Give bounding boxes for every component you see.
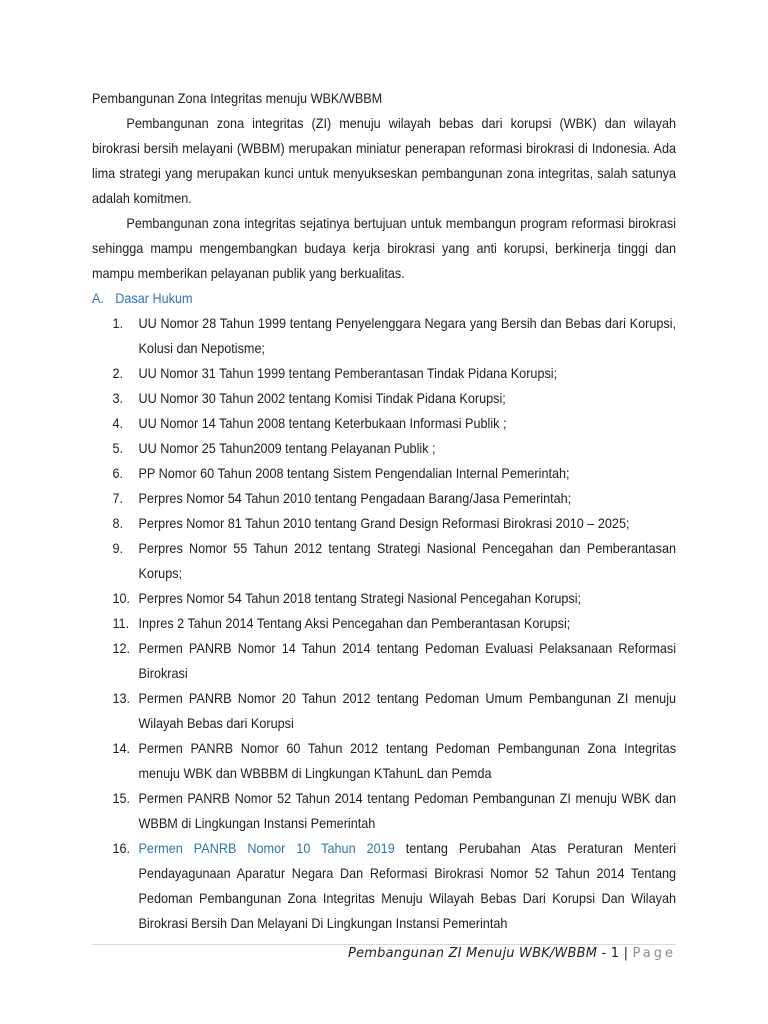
list-item-text: PP Nomor 60 Tahun 2008 tentang Sistem Pengendalian Internal Pemerintah; (138, 466, 570, 481)
list-item (92, 736, 676, 786)
list-item (92, 436, 676, 461)
list-item (92, 786, 676, 836)
list-item (92, 511, 676, 536)
list-item (92, 361, 676, 386)
list-item (92, 536, 676, 586)
list-item-text: UU Nomor 28 Tahun 1999 tentang Penyelenggara Negara yang Bersih dan Bebas dari Korupsi, Kolusi dan Nepotisme; (138, 316, 677, 356)
list-item-text: Permen PANRB Nomor 14 Tahun 2014 tentang Pedoman Evaluasi Pelaksanaan Reformasi Birokrasi (138, 641, 677, 681)
list-item-number: 10. (112, 591, 131, 606)
list-item-text: tentang Perubahan Atas Peraturan Menteri Pendayagunaan Aparatur Negara Dan Reformasi Birokrasi Nomor 52 Tahun 2014 Tentang Pedoman Pembangunan Zona Integritas Menuju Wilayah Bebas Dari Korupsi Dan Wilayah Birokrasi Bersih Dan Melayani Di Lingkungan Instansi Pemerintah (138, 841, 677, 931)
footer-divider (92, 944, 676, 945)
document-title: Pembangunan Zona Integritas menuju WBK/WBBM (92, 91, 383, 106)
page-footer (348, 946, 676, 961)
list-item (92, 686, 676, 736)
list-item-number: 8. (112, 516, 124, 531)
list-item (92, 386, 676, 411)
footer-dash: - (597, 946, 611, 961)
list-item-text: UU Nomor 30 Tahun 2002 tentang Komisi Tindak Pidana Korupsi; (138, 391, 506, 406)
list-item-text: Perpres Nomor 55 Tahun 2012 tentang Strategi Nasional Pencegahan dan Pemberantasan Korups; (138, 541, 677, 581)
regulation-link[interactable]: Permen PANRB Nomor 10 Tahun 2019 (138, 841, 395, 856)
list-item-text: Inpres 2 Tahun 2014 Tentang Aksi Pencegahan dan Pemberantasan Korupsi; (138, 616, 571, 631)
list-item (92, 636, 676, 686)
list-item-number: 5. (112, 441, 124, 456)
list-item-text: UU Nomor 25 Tahun2009 tentang Pelayanan Publik ; (138, 441, 436, 456)
list-item-text: UU Nomor 31 Tahun 1999 tentang Pemberantasan Tindak Pidana Korupsi; (138, 366, 558, 381)
list-item-number: 7. (112, 491, 124, 506)
list-item-number: 11. (112, 616, 130, 631)
list-item-number: 3. (112, 391, 124, 406)
list-item-number: 14. (112, 741, 131, 756)
list-item (92, 311, 676, 361)
list-item-number: 6. (112, 466, 124, 481)
list-item-number: 15. (112, 791, 131, 806)
list-item-number: 16. (112, 841, 131, 856)
list-item-number: 13. (112, 691, 131, 706)
legal-basis-list (92, 311, 676, 936)
list-item (92, 486, 676, 511)
list-item-number: 9. (112, 541, 124, 556)
list-item-number: 4. (112, 416, 124, 431)
section-number: A. (92, 291, 104, 306)
list-item (92, 461, 676, 486)
section-heading-dasar-hukum (92, 286, 676, 311)
list-item-text: Perpres Nomor 54 Tahun 2018 tentang Strategi Nasional Pencegahan Korupsi; (138, 591, 582, 606)
document-body (92, 86, 676, 936)
footer-page-label: Page (632, 946, 676, 961)
intro-paragraph-2: Pembangunan zona integritas sejatinya bertujuan untuk membangun program reformasi birokrasi sehingga mampu mengembangkan budaya kerja birokrasi yang anti korupsi, berkinerja tinggi dan mampu memberikan pelayanan publik yang berkualitas. (92, 216, 677, 281)
list-item (92, 411, 676, 436)
footer-title: Pembangunan ZI Menuju WBK/WBBM (348, 946, 598, 961)
list-item (92, 586, 676, 611)
list-item-text: Perpres Nomor 54 Tahun 2010 tentang Pengadaan Barang/Jasa Pemerintah; (138, 491, 572, 506)
footer-page-number: 1 (610, 946, 620, 961)
list-item-number: 1. (112, 316, 124, 331)
list-item-text: UU Nomor 14 Tahun 2008 tentang Keterbukaan Informasi Publik ; (138, 416, 507, 431)
list-item (92, 611, 676, 636)
list-item (92, 836, 676, 936)
list-item-text: Permen PANRB Nomor 20 Tahun 2012 tentang Pedoman Umum Pembangunan ZI menuju Wilayah Bebas dari Korupsi (138, 691, 677, 731)
list-item-text: Permen PANRB Nomor 60 Tahun 2012 tentang Pedoman Pembangunan Zona Integritas menuju WBK dan WBBBM di Lingkungan KTahunL dan Pemda (138, 741, 677, 781)
list-item-number: 2. (112, 366, 124, 381)
section-title: Dasar Hukum (115, 291, 193, 306)
list-item-text: Perpres Nomor 81 Tahun 2010 tentang Grand Design Reformasi Birokrasi 2010 – 2025; (138, 516, 630, 531)
list-item-text: Permen PANRB Nomor 52 Tahun 2014 tentang Pedoman Pembangunan ZI menuju WBK dan WBBM di Lingkungan Instansi Pemerintah (138, 791, 677, 831)
list-item-number: 12. (112, 641, 131, 656)
intro-paragraph-1: Pembangunan zona integritas (ZI) menuju wilayah bebas dari korupsi (WBK) dan wilayah birokrasi bersih melayani (WBBM) merupakan miniatur penerapan reformasi birokrasi di Indonesia. Ada lima strategi yang merupakan kunci untuk menyukseskan pembangunan zona integritas, salah satunya adalah komitmen. (92, 116, 677, 206)
footer-separator: | (619, 946, 633, 961)
